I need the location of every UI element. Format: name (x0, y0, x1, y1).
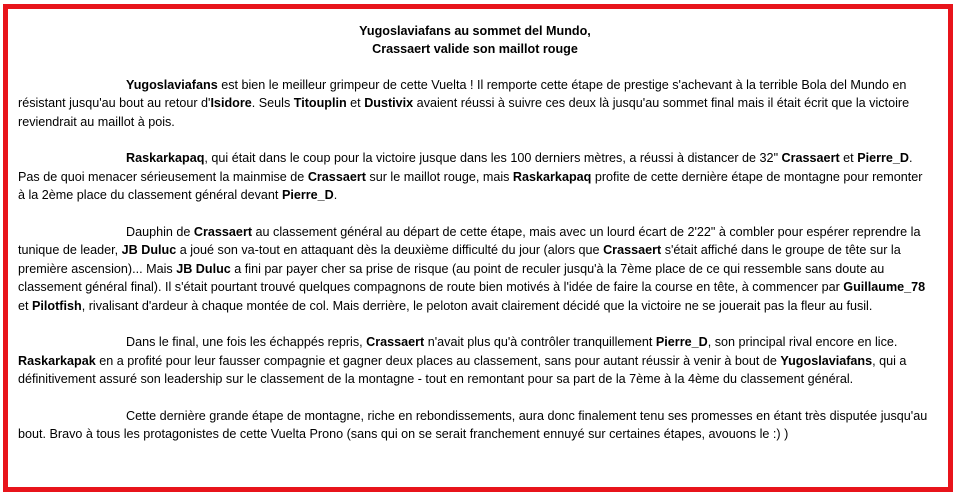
bold-name: Pilotfish (32, 298, 82, 313)
article-title (18, 22, 932, 59)
text-run: s'était affiché dans le groupe de tête sur la première ascension)... Mais (18, 243, 901, 276)
text-run: a joué son va-tout en attaquant dès la deuxième difficulté du jour (alors que (176, 243, 604, 258)
text-run: au classement général au départ de cette étape, mais avec un lourd écart de 2'22" à combler pour espérer reprendre la tunique de leader, (18, 225, 921, 258)
bold-name: Dustivix (364, 96, 414, 111)
bold-name: Crassaert (307, 169, 366, 184)
bold-name: Crassaert (781, 151, 840, 166)
bold-name: Isidore (210, 96, 252, 111)
bold-name: Pierre_D (655, 335, 708, 350)
bold-name: Raskarkapaq (126, 151, 205, 166)
text-run: , qui a définitivement assuré son leadership sur le classement de la montagne - tout en remontant pour sa part de la 7ème à la 4ème du classement général. (18, 353, 907, 387)
bold-name: Crassaert (603, 243, 662, 258)
bold-name: Yugoslaviafans (126, 77, 218, 92)
bold-name: Crassaert (193, 225, 253, 240)
bold-name: Raskarkapak (18, 353, 96, 368)
text-run: , qui était dans le coup pour la victoire jusque dans les 100 derniers mètres, a réussi à distancer de 32" (204, 151, 782, 166)
paragraph-2 (18, 149, 932, 204)
text-run: et (18, 298, 33, 313)
text-run: Cette dernière grande étape de montagne, riche en rebondissements, aura donc finalement tenu ses promesses en étant très disputée jusqu'au bout. Bravo à tous les protagonistes de cette Vuelta Prono (sans qui on se serait franchement ennuyé sur certaines étapes, avouons le :) ) (18, 409, 928, 442)
text-run: , son principal rival encore en lice. (707, 335, 898, 350)
text-run: profite de cette dernière étape de montagne pour remonter à la 2ème place du classement général devant (18, 169, 923, 203)
paragraph-3 (18, 223, 932, 315)
paragraph-1 (18, 76, 932, 131)
text-run: , rivalisant d'ardeur à chaque montée de col. Mais derrière, le peloton avait clairement décidé que la victoire ne se jouerait pas la fleur au fusil. (81, 298, 873, 313)
title-line-2: Crassaert valide son maillot rouge (372, 42, 578, 57)
text-run: . Pas de quoi menacer sérieusement la mainmise de (18, 151, 913, 184)
bold-name: Guillaume_78 (843, 280, 926, 295)
text-run: . Seuls (251, 96, 294, 111)
text-run: est bien le meilleur grimpeur de cette Vuelta ! Il remporte cette étape de prestige s'achevant à la terrible Bola del Mundo en résistant jusqu'au bout au retour d' (18, 77, 907, 111)
text-run: . (333, 188, 338, 203)
text-run: n'avait plus qu'à contrôler tranquillement (424, 335, 656, 350)
text-run: avaient réussi à suivre ces deux là jusqu'au sommet final mais il était écrit que la victoire reviendrait au maillot à pois. (18, 96, 910, 129)
article-content (18, 22, 932, 444)
title-line-1: Yugoslaviafans au sommet del Mundo, (359, 24, 591, 38)
article-frame (3, 4, 953, 492)
bold-name: Pierre_D (281, 188, 334, 203)
bold-name: Titouplin (293, 96, 347, 111)
bold-name: JB Duluc (176, 261, 231, 276)
bold-name: JB Duluc (121, 243, 177, 258)
bold-name: Pierre_D (857, 151, 909, 166)
text-run: sur le maillot rouge, mais (365, 169, 513, 184)
text-run: Dauphin de (126, 225, 194, 240)
text-run: et (346, 96, 365, 111)
text-run: en a profité pour leur fausser compagnie et gagner deux places au classement, sans pour autant réussir à venir à bout de (95, 353, 781, 368)
bold-name: Raskarkapaq (512, 169, 592, 184)
paragraph-5 (18, 407, 932, 444)
bold-name: Yugoslaviafans (780, 353, 873, 368)
text-run: et (839, 151, 858, 166)
paragraph-4 (18, 333, 932, 388)
bold-name: Crassaert (366, 335, 425, 350)
text-run: a fini par payer cher sa prise de risque (au point de reculer jusqu'à la 7ème place de ce qui ressemble sans doute au classement général final). Il s'était pourtant trouvé quelques compagnons de route bien motivés à l'idée de faire la course en tête, à commencer par (18, 261, 885, 295)
text-run: Dans le final, une fois les échappés repris, (126, 335, 367, 350)
